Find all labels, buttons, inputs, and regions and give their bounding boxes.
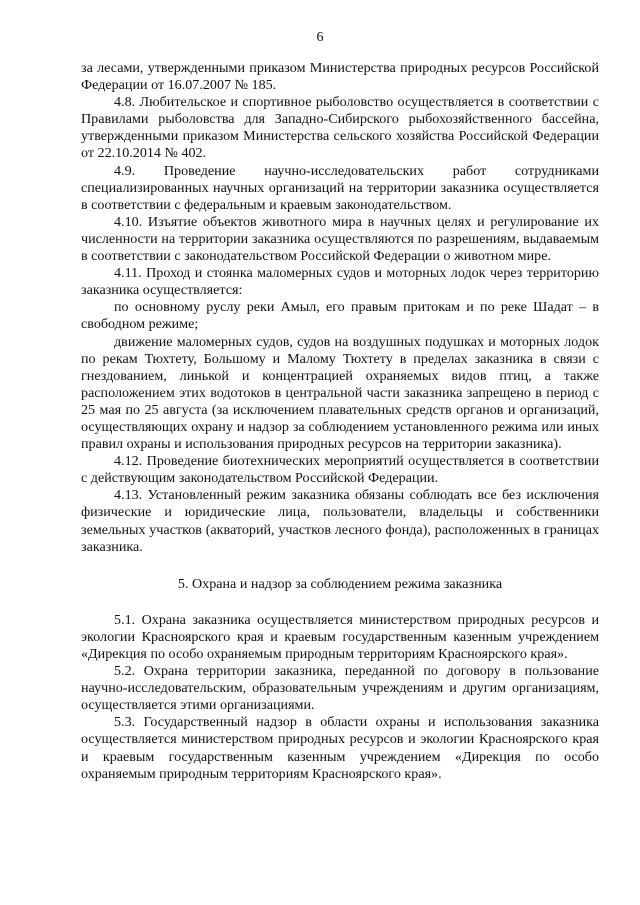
paragraph-4-8: 4.8. Любительское и спортивное рыболовство осуществляется в соответствии с Правилами рыболовства для Западно-Сибирского рыбохозяйственного бассейна, утвержденными приказом Министерства сельского хозяйства Российской Федерации от 22.10.2014 № 402. — [81, 94, 599, 162]
paragraph-4-10: 4.10. Изъятие объектов животного мира в научных целях и регулирование их численности на территории заказника осуществляются по разрешениям, выдаваемым в соответствии с законодательством Российской Федерации о животном мире. — [81, 213, 599, 265]
paragraph-5-3: 5.3. Государственный надзор в области охраны и использования заказника осуществляется министерством природных ресурсов и экологии Красноярского края и краевым государственным казенным учреждением «Дирекция по особо охраняемым природным территориям Красноярского края». — [81, 714, 599, 782]
paragraph-4-9: 4.9. Проведение научно-исследовательских работ сотрудниками специализированных научных организаций на территории заказника осуществляется в соответствии с федеральным и краевым законодательством. — [81, 162, 599, 213]
paragraph-continuation: за лесами, утвержденными приказом Министерства природных ресурсов Российской Федерации от 16.07.2007 № 185. — [81, 60, 599, 94]
paragraph-4-11: 4.11. Проход и стоянка маломерных судов и моторных лодок через территорию заказника осуществляется: — [81, 265, 599, 299]
paragraph-4-11-item-1: по основному руслу реки Амыл, его правым притокам и по реке Шадат – в свободном режиме; — [81, 299, 599, 333]
paragraph-5-1: 5.1. Охрана заказника осуществляется министерством природных ресурсов и экологии Красноярского края и краевым государственным казенным учреждением «Дирекция по особо охраняемым природным территориям Красноярского края». — [81, 611, 599, 662]
paragraph-4-11-item-2: движение маломерных судов, судов на воздушных подушках и моторных лодок по рекам Тюхтету, Большому и Малому Тюхтету в пределах заказника в связи с гнездованием, линькой и концентрацией охраняемых видов птиц, а также расположением этих водотоков в центральной части заказника запрещено в период с 25 мая по 25 августа (за исключением плавательных средств органов и организаций, осуществляющих охрану и надзор за соблюдением установленного режима или иных правил охраны и использования природных ресурсов на территории заказника). — [81, 333, 599, 453]
section-heading: 5. Охрана и надзор за соблюдением режима заказника — [177, 575, 503, 592]
paragraph-4-12: 4.12. Проведение биотехнических мероприятий осуществляется в соответствии с действующим законодательством Российской Федерации. — [81, 453, 599, 487]
paragraph-4-13: 4.13. Установленный режим заказника обязаны соблюдать все без исключения физические и юридические лица, пользователи, владельцы и собственники земельных участков (акваторий, участков лесного фонда), расположенных в границах заказника. — [81, 487, 599, 555]
page-number: 6 — [316, 30, 324, 45]
document-body — [81, 60, 599, 783]
paragraph-5-2: 5.2. Охрана территории заказника, переданной по договору в пользование научно-исследовательским, образовательным учреждениям и другим организациям, осуществляется этими организациями. — [81, 663, 599, 714]
